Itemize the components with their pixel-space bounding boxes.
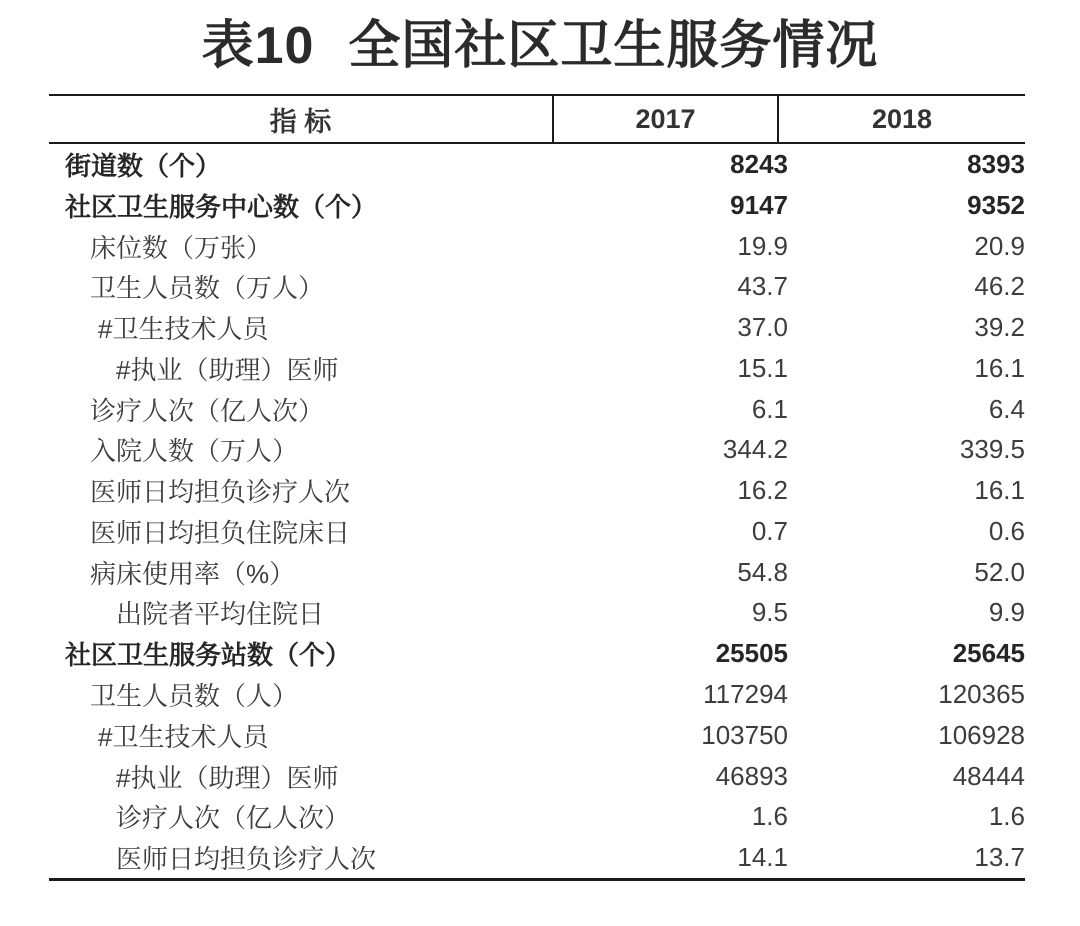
- row-value-2017: 1.6: [751, 801, 788, 832]
- row-value-2018: 9352: [967, 189, 1025, 220]
- row-indicator-label: 诊疗人次（亿人次）: [90, 395, 325, 426]
- table-row: [49, 674, 1025, 715]
- table-row: [49, 715, 1025, 756]
- table-body: [49, 144, 1025, 881]
- row-value-2017: 15.1: [737, 352, 788, 383]
- table-title: [0, 18, 1080, 75]
- table-row: [49, 633, 1025, 674]
- row-indicator-label: 社区卫生服务中心数（个）: [65, 191, 378, 222]
- row-value-2017: 19.9: [737, 230, 788, 261]
- row-indicator-label: 出院者平均住院日: [116, 599, 325, 630]
- table-row: [49, 307, 1025, 348]
- row-indicator-label: 社区卫生服务站数（个）: [65, 640, 352, 671]
- header-year-2018: 2018: [777, 96, 1025, 142]
- table-row: [49, 430, 1025, 471]
- row-indicator-label: 入院人数（万人）: [90, 436, 299, 467]
- row-indicator-label: #卫生技术人员: [98, 721, 269, 752]
- row-value-2017: 54.8: [737, 556, 788, 587]
- table-row: [49, 348, 1025, 389]
- row-indicator-label: 医师日均担负诊疗人次: [90, 477, 351, 508]
- row-value-2017: 6.1: [751, 393, 788, 424]
- row-value-2017: 117294: [703, 679, 788, 710]
- row-value-2017: 9147: [730, 189, 788, 220]
- table-row: [49, 511, 1025, 552]
- table-row: [49, 226, 1025, 267]
- table-row: [49, 756, 1025, 797]
- row-indicator-label: 诊疗人次（亿人次）: [116, 803, 351, 834]
- row-value-2018: 39.2: [974, 312, 1025, 343]
- row-value-2017: 46893: [715, 760, 788, 791]
- row-value-2017: 9.5: [751, 597, 788, 628]
- row-indicator-label: #执业（助理）医师: [116, 354, 339, 385]
- row-indicator-label: 街道数（个）: [65, 151, 222, 182]
- row-indicator-label: 病床使用率（%）: [90, 558, 296, 589]
- row-indicator-label: #卫生技术人员: [98, 314, 269, 345]
- row-value-2018: 9.9: [988, 597, 1025, 628]
- row-value-2017: 25505: [715, 638, 788, 669]
- row-value-2018: 1.6: [988, 801, 1025, 832]
- table-row: [49, 389, 1025, 430]
- row-value-2018: 8393: [967, 149, 1025, 180]
- table-row: [49, 593, 1025, 634]
- row-indicator-label: 卫生人员数（人）: [90, 681, 299, 712]
- row-indicator-label: 医师日均担负诊疗人次: [116, 844, 377, 875]
- table-row: [49, 552, 1025, 593]
- row-value-2018: 106928: [938, 719, 1025, 750]
- row-indicator-label: 床位数（万张）: [90, 232, 273, 263]
- table-header-row: [49, 94, 1025, 144]
- row-value-2017: 344.2: [722, 434, 788, 465]
- row-indicator-label: #执业（助理）医师: [116, 762, 339, 793]
- table-title-text: 全国社区卫生服务情况: [348, 17, 879, 75]
- row-indicator-label: 卫生人员数（万人）: [90, 273, 325, 304]
- row-value-2018: 25645: [952, 638, 1025, 669]
- row-value-2017: 16.2: [737, 475, 788, 506]
- table-row: [49, 144, 1025, 185]
- row-value-2017: 0.7: [751, 515, 788, 546]
- row-value-2018: 0.6: [988, 515, 1025, 546]
- row-value-2018: 6.4: [988, 393, 1025, 424]
- header-indicator: 指 标: [269, 106, 332, 137]
- table-row: [49, 185, 1025, 226]
- row-value-2018: 20.9: [974, 230, 1025, 261]
- row-value-2017: 37.0: [737, 312, 788, 343]
- row-value-2018: 46.2: [974, 271, 1025, 302]
- table-number: 表10: [201, 17, 315, 75]
- table-row: [49, 266, 1025, 307]
- row-value-2017: 43.7: [737, 271, 788, 302]
- table-row: [49, 837, 1025, 878]
- page: [0, 18, 1080, 926]
- row-value-2018: 16.1: [974, 352, 1025, 383]
- stats-table: [49, 94, 1025, 881]
- row-value-2017: 14.1: [737, 842, 788, 873]
- row-value-2018: 16.1: [974, 475, 1025, 506]
- row-value-2018: 339.5: [959, 434, 1025, 465]
- header-year-2017: 2017: [552, 96, 777, 142]
- row-value-2018: 120365: [938, 679, 1025, 710]
- row-value-2018: 52.0: [974, 556, 1025, 587]
- table-row: [49, 796, 1025, 837]
- row-value-2017: 8243: [730, 149, 788, 180]
- row-value-2017: 103750: [701, 719, 788, 750]
- table-row: [49, 470, 1025, 511]
- row-indicator-label: 医师日均担负住院床日: [90, 517, 351, 548]
- row-value-2018: 13.7: [974, 842, 1025, 873]
- row-value-2018: 48444: [952, 760, 1025, 791]
